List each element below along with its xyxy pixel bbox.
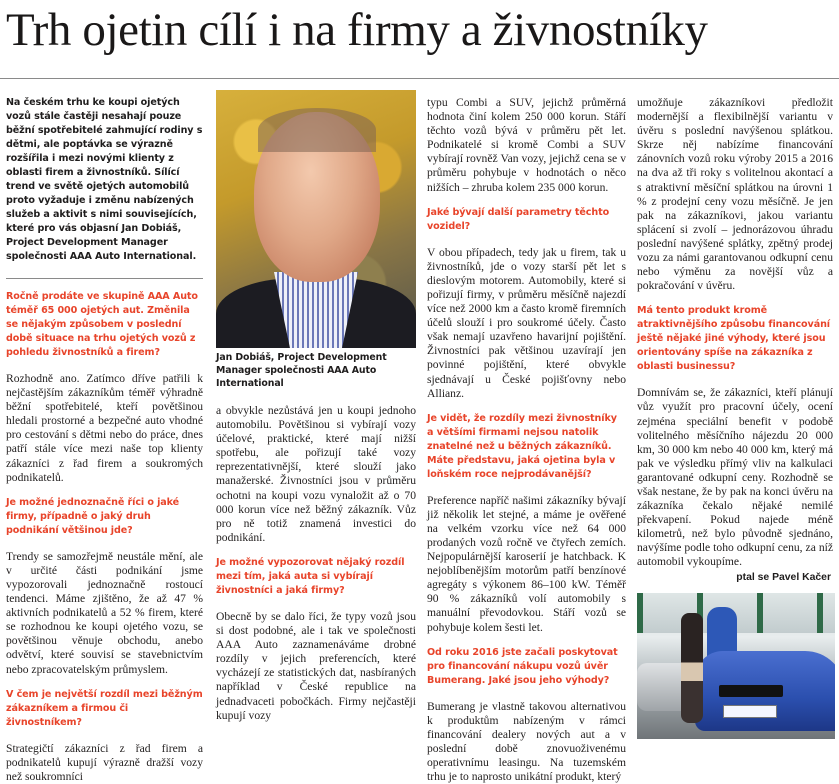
question: Jaké bývají další parametry těchto vozidel?	[427, 206, 610, 232]
column-4	[637, 96, 833, 739]
title-divider	[0, 78, 839, 79]
column-2	[216, 90, 416, 723]
lead-divider	[6, 278, 203, 279]
photo-license-plate	[723, 705, 777, 718]
question: Je vidět, že rozdíly mezi živnostníky a většími firmami nejsou natolik znatelné než u běžných zákazníků. Máte představu, jaká ojetina byla v loňském roce nejprodávanější?	[427, 412, 617, 480]
answer: Trendy se samozřejmě neustále mění, ale v určité části podnikání jsme vypozorovali jednoznačně rostoucí tendenci. Máme zjištěno, že až 47 % aktivních podnikatelů a 52 % firem, které se rozhodnou ke koupi ojetého vozu, se povětšinou věnuje obchodu, anebo odvětví, které souvisí se stavebnictvím nebo zpracovatelským průmyslem.	[6, 549, 203, 676]
question: Má tento produkt kromě atraktivnějšího způsobu financování ještě nějaké jiné výhody, které jsou orientovány spíše na zákazníka z oblasti businessu?	[637, 305, 830, 373]
column-3	[427, 96, 626, 784]
answer: Domnívám se, že zákazníci, kteří plánují vůz využít pro pracovní účely, ocení zejména speciální benefit v podobě volitelného měsíčního nájezdu 20 000 km, 30 000 km nebo 40 000 km, který má pak ve výsledku přímý vliv na kalkulaci garantované odkupní ceny. Rozhodně se však nestane, že by pak na konci úvěru na zákazníka čekalo nějaké nemilé překvapení. Pokud najede méně kilometrů, než bylo původně sjednáno, navýšíme podle toho odkupní cenu, za níž automobil vykoupíme.	[637, 386, 833, 569]
answer: V obou případech, tedy jak u firem, tak u živnostníků, jde o vozy starší pět let s dieslovým motorem. Automobily, které si pořizují firmy, v průměru měsíčně najezdí více než 2000 km a často kromě firemních účelů slouží i pro soukromé účely. Často však nemají uzavřeno havarijní pojištění. Živnostníci pak většinou uzavírají jen povinné pojištění, které obvykle sjednávají u České pojišťovny nebo Allianz.	[427, 245, 626, 400]
question: Od roku 2016 jste začali poskytovat pro financování nákupu vozů úvěr Bumerang. Jaké jsou jeho výhody?	[427, 646, 618, 686]
question: V čem je největší rozdíl mezi běžným zákazníkem a firmou či živnostníkem?	[6, 688, 203, 728]
answer: umožňuje zákazníkovi předložit modernější a flexibilnější variantu v úvěru s poslední navýšenou splátkou. Skrze něj nabízíme financování zánovních vozů roku výroby 2015 a 2016 na dva až tři roky s volitelnou akontací a s atraktivní měsíční splátkou na úrovni 1 % z prodejní ceny vozu měsíčně. Je jen pak na zákazníkovi, jakou variantu splácení si zvolí – jednorázovou úhradu poslední navýšené splátky, zpětný prodej vozu za námi garantovanou odkupní cenu nebo výměnu za novější vůz a pokračování v úvěru.	[637, 96, 833, 293]
answer: Rozhodně ano. Zatímco dříve patřili k nejčastějším zákazníkům téměř výhradně běžní spotřebitelé, kteří povětšinou hledali prostorné a bezpečné auto vhodné pro cestování s dětmi nebo do práce, dnes patří stále více mezi naše top klienty zákazníci z řad firem a soukromých podnikatelů.	[6, 372, 203, 484]
article-lead: Na českém trhu ke koupi ojetých vozů stále častěji nesahají pouze běžní spotřebitelé zahmující rodiny s dětmi, ale poptávka se výrazně rozšířila i mezi novými klienty z oblasti firem a živnostníků. Sílící trend ve světě ojetých automobilů proto vyžaduje i změnu nabízených služeb a aktivit s nimi souvisejících, které pro vás objasní Jan Dobiáš, Project Development Manager společnosti AAA Auto International.	[6, 97, 203, 262]
answer: Strategičtí zákazníci z řad firem a podnikatelů kupují výrazně dražší vozy než soukromníci	[6, 741, 203, 783]
column-1	[6, 96, 203, 784]
answer: typu Combi a SUV, jejichž průměrná hodnota činí kolem 250 000 korun. Stáří těchto vozů bývá v průměru pět let. Podnikatelé si kromě Combi a SUV vybírají rovněž Van vozy, jejichž cena se v průměru pohybuje v hodnotách o něco nižších – zhruba kolem 235 000 korun.	[427, 96, 626, 194]
answer: a obvykle nezůstává jen u koupi jednoho automobilu. Povětšinou si vybírají vozy účelové, praktické, které mají nižší spotřebu, ale pořizují také vozy reprezentativnější, které slouží jako manažerské. Živnostníci jsou v průměru ochotni na koupi vozu vynaložit až o 70 000 korun více než běžný zákazník. Vůz pro ně totiž znamená investici do podnikání.	[216, 404, 416, 544]
byline: ptal se Pavel Kačer	[736, 571, 831, 583]
question: Ročně prodáte ve skupině AAA Auto téměř 65 000 ojetých aut. Změnila se nějakým způsobem v poslední době situace na trhu ojetých vozů z pohledu živnostníků a firem?	[6, 291, 198, 358]
photo-caption: Jan Dobiáš, Project Development Manager společnosti AAA Auto International	[216, 352, 387, 389]
photo-customer	[681, 613, 703, 723]
portrait-hair	[258, 108, 376, 152]
car-dealership-photo	[637, 593, 835, 739]
answer: Obecně by se dalo říci, že typy vozů jsou si dost podobné, ale i tak ve společnosti AAA Auto zaznamenáváme drobné rozdíly v jejich preferencích, které vycházejí ze statistických dat, nasbíraných například v České republice na jednadvaceti pobočkách. Firmy nejčastěji kupují vozy	[216, 609, 416, 722]
answer: Bumerang je vlastně takovou alternativou k produktům nabízeným v rámci financování dealery nových aut a v poslední době znovuoživenému operativnímu leasingu. Na tuzemském trhu je to naprosto unikátní produkt, který	[427, 699, 626, 784]
answer: Preference napříč našimi zákazníky bývají již několik let stejné, a máme je ověřené na velkém vzorku více než 64 000 prodaných vozů ročně ve čtyřech zemích. Nejpopulárnější karoserií je hatchback. K nejoblíbenějším motorům patří benzínové agregáty s výkonem 86–100 kW. Téměř 90 % zákazníků volí automobily s manuální převodovkou. Stáří vozů se pohybuje kolem šesti let.	[427, 493, 626, 634]
article-title: Trh ojetin cílí i na firmy a živnostníky	[6, 4, 708, 56]
question: Je možné jednoznačně říci o jaké firmy, případně o jaký druh podnikání většinou jde?	[6, 496, 180, 536]
question: Je možné vypozorovat nějaký rozdíl mezi tím, jaká auta si vybírají živnostníci a jaká firmy?	[216, 556, 405, 596]
portrait-photo	[216, 90, 416, 348]
photo-car-grille	[719, 685, 783, 697]
